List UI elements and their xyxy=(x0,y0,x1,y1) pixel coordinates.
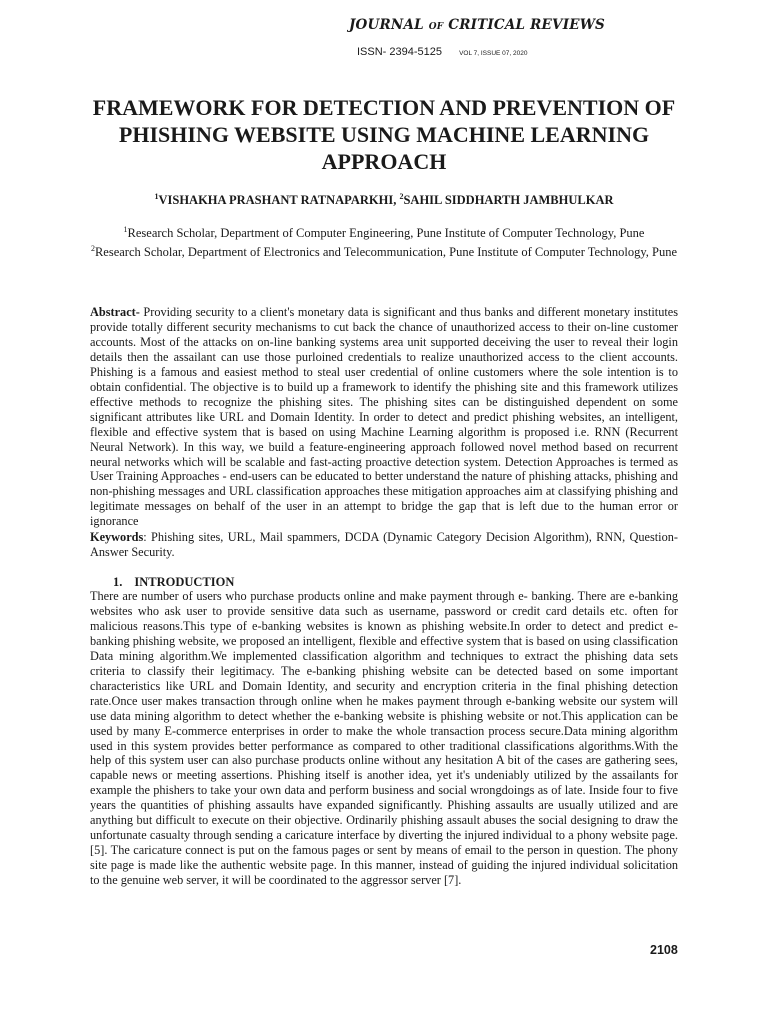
author2-superscript: 2 xyxy=(399,192,404,201)
keywords xyxy=(90,530,678,560)
abstract-label: Abstract- xyxy=(90,305,140,319)
keywords-text: : Phishing sites, URL, Mail spammers, DCDA (Dynamic Category Decision Algorithm), RNN, Question-Answer Security. xyxy=(90,530,678,559)
journal-name-of: OF xyxy=(428,22,444,32)
introduction-text: There are number of users who purchase products online and make payment through e- banking. There are e-banking websites who ask user to provide sensitive data such as username, password or credit card details etc. often for malicious reasons.This type of e-banking websites is known as phishing website.In order to detect and predict e-banking phishing website, we proposed an intelligent, flexible and effective system that is based on using classification Data mining algorithm.We implemented classification algorithm and techniques to extract the phishing data sets criteria to classify their legitimacy. The e-banking phishing website can be detected based on some important characteristics like URL and Domain Identity, and security and encryption criteria in the final phishing detection rate.Once user makes transaction through online when he makes payment through e-banking website our system will use data mining algorithm to detect whether the e-banking website is phishing website or not.This application can be used by many E-commerce enterprises in order to make the whole transaction process secure.Data mining algorithm used in this system provides better performance as compared to other traditional classifications algorithms.With the help of this system user can also purchase products online without any hesitation A bit of the cases are gathering sees, capable news or meeting assertions. Phishing itself is another idea, yet it's undeniably utilized by the assailants for example the phishers to take your own data and perform business and social wrongdoings as of late. Inside four to five years the quantities of phishing assaults have expanded significantly. Phishing assaults are usually utilized and are anything but difficult to execute on their objective. Ordinarily phishing assault abuses the social designing to draw the unfortunate casualty through sending a caricature interface by diverting the injured individual to a phony website page. [5]. The caricature connect is put on the famous pages or sent by means of email to the person in question. The phony site page is made like the authentic website page. In this manner, instead of guiding the injured individual solicitation to the genuine web server, it will be coordinated to the aggressor server [7]. xyxy=(90,589,678,888)
affiliation-2-text: Research Scholar, Department of Electronics and Telecommunication, Pune Institute of Computer Technology, Pune xyxy=(94,245,678,260)
section-number: 1. xyxy=(113,575,123,589)
section-heading-introduction xyxy=(113,575,234,590)
issn-number: ISSN- 2394-5125 xyxy=(357,46,442,58)
paper-title: FRAMEWORK FOR DETECTION AND PREVENTION OF PHISHING WEBSITE USING MACHINE LEARNING APPROACH xyxy=(92,95,676,174)
authors xyxy=(60,192,708,208)
affiliation-2-superscript: 2 xyxy=(90,244,95,254)
keywords-label: Keywords xyxy=(90,530,144,544)
issn-line xyxy=(357,46,527,58)
abstract xyxy=(90,305,678,529)
page-number: 2108 xyxy=(650,943,678,957)
journal-name-part: JOURNAL xyxy=(348,17,429,33)
abstract-text: Providing security to a client's monetary data is significant and thus banks and different monetary institutes provide totally different security mechanisms to cut back the chance of unauthorized access to their on-line customer accounts. Most of the attacks on on-line banking systems area unit supported deceiving the user to reveal their login details then the assailant can use those purloined credentials to realize unauthorized access to the client accounts. Phishing is a famous and easiest method to steal user credential of online customers where the sole intention is to obtain confidential. The objective is to build up a framework to identify the phishing site and this framework utilizes effective methods to recognize the phishing sites. The phishing sites can be distinguished dependent on some significant attributes like URL and Domain Identity. In order to detect and predict phishing websites, an intelligent, flexible and effective system that is based on using Machine Learning algorithm is proposed i.e. RNN (Recurrent Neural Network). In this way, we build a feature-engineering approach followed novel method based on recurrent neural networks which will be scalable and fast-acting proactive detection system. Detection Approaches is termed as User Training Approaches - end-users can be educated to better understand the nature of phishing attacks, phishing and non-phishing messages and URL classification approaches these mitigation approaches aim at classifying phishing and legitimate messages on behalf of the user in an attempt to bridge the gap that is left due to the human error or ignorance xyxy=(90,305,678,529)
affiliation-2 xyxy=(80,241,688,260)
author1-name: VISHAKHA PRASHANT RATNAPARKHI, xyxy=(158,193,400,208)
affiliations xyxy=(80,222,688,260)
affiliation-1 xyxy=(80,222,688,241)
author2-name: SAHIL SIDDHARTH JAMBHULKAR xyxy=(403,193,614,208)
author1-superscript: 1 xyxy=(154,192,159,201)
section-title: INTRODUCTION xyxy=(134,575,235,589)
volume-issue: VOL 7, ISSUE 07, 2020 xyxy=(459,50,528,57)
affiliation-1-superscript: 1 xyxy=(123,225,128,234)
affiliation-1-text: Research Scholar, Department of Computer Engineering, Pune Institute of Computer Technology, Pune xyxy=(127,226,645,241)
journal-name-part: CRITICAL REVIEWS xyxy=(443,17,606,33)
journal-name xyxy=(0,17,768,33)
